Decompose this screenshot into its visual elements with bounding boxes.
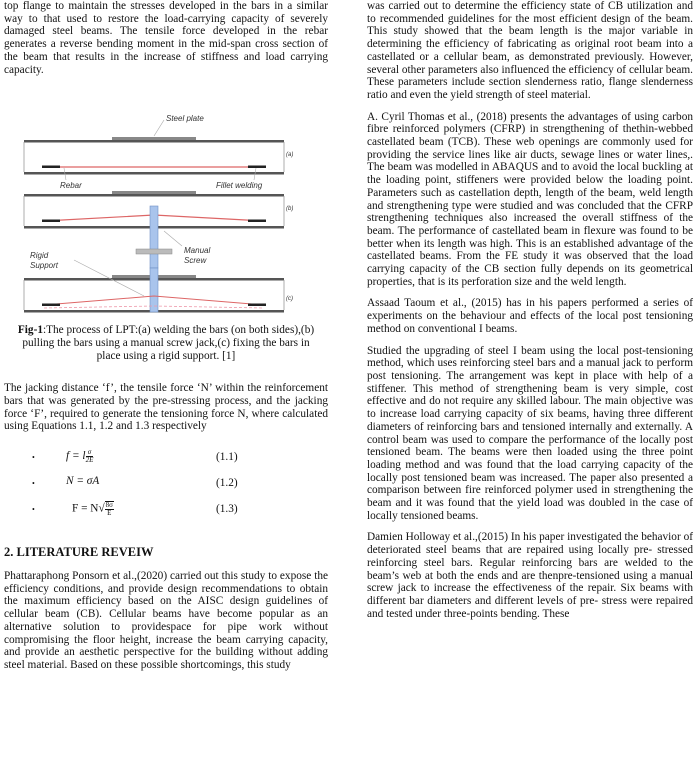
label-manual-screw: Manual Screw [184,246,211,266]
label-rigid-support: Rigid Support [30,251,59,271]
equation-lhs: f = l [66,450,86,463]
fraction-denominator: E [107,509,112,518]
fraction-numerator: σ [86,449,94,457]
fraction-denominator: 2E [85,456,94,465]
beam-c [24,268,284,313]
figure-caption-label: Fig-1 [17,324,43,337]
equations [4,447,328,525]
label-steel-plate: Steel plate [166,114,204,124]
section-heading: 2. LITERATURE REVEIW [4,545,154,560]
right-column [367,0,693,620]
equation-1-2 [4,473,328,499]
right-paragraph-5: Damien Holloway et al.,(2015) In his paper investigated the behavior of deteriorated steel beams that are repaired using locally pre- stressed reinforcing steel bars. Regular reinforcing bars are welded to the beam’s web at both the ends and are thenpre-tensioned using a manual screw jack to increase the effectiveness of the repair. Six beams with different bar diameters and different levels of pre- stress were repaired and tested under three-points bending. These [367,531,693,620]
bullet-icon: • [32,479,35,489]
sqrt-icon: √ [98,502,105,515]
equation-lhs: F = N [72,502,99,515]
equation-fraction [105,501,114,517]
equation-1-3 [4,499,328,525]
fraction-numerator: 8σ [105,501,113,510]
equation-number: (1.1) [216,451,238,464]
equation-number: (1.3) [216,503,238,516]
equation-number: (1.2) [216,477,238,490]
right-paragraph-2: A. Cyril Thomas et al., (2018) presents the advantages of using carbon fibre reinforced polymers (CFRP) in strengthening of thethin-webbed castellated beam (TCB). These web openings are commonly used for providing the service lines like air ducts, sewage lines or water lines,. The beam was modelled in ABAQUS and to avoid the local buckling at the loading point, stiffeners were provided below the loading point. Parameters such as castellation depth, length of the beam, weld length and strengthening type were studied and was concluded that the CFRP strengthening techniques also increased the overall stiffness of the beam. The performance of castellated beam in flexure was found to be better when its length was high. This is an established advantage of the castellated beams. From the FE study it was observed that the load carrying capacity of the CB section fully depends on its geometrical properties, that is its perforation size and the weld length. [367,110,693,288]
left-paragraph-3: Phattaraphong Ponsorn et al.,(2020) carried out this study to expose the efficiency conditions, and provide design recommendations to obtain the maximum efficiency based on the AISC design guidelines of cellular beam (CB). Cellular beams have become popular as an alternative solution to providespace for pipe work without compromising the floor height, increase the beam carrying capacity, and provide an aesthetic perspective for the building without adding steel material. Based on these possible shortcomings, this study [4,570,328,671]
lpt-diagram [4,106,328,351]
label-c: (c) [286,296,293,303]
label-fillet-welding: Fillet welding [216,181,263,191]
bullet-icon: • [32,453,35,463]
label-rebar: Rebar [60,181,82,191]
right-paragraph-1: was carried out to determine the efficiency state of CB utilization and to recommended guidelines for the most efficient design of the beam. This study showed that the beam length is the major variable in determining the efficiency of fabricating as original root beam into a castellated or a cellular beam, as demonstrated previously. However, several other parameters also influenced the efficiency of cellular beam. These parameters include section slenderness ratio, flange slenderness ratio and even the yield strength of steel material. [367,0,693,101]
label-b: (b) [286,206,294,213]
label-a: (a) [286,152,294,159]
figure-caption [10,324,322,363]
equation-lhs: N = σA [66,475,100,488]
figure-1 [4,106,328,366]
right-paragraph-4: Studied the upgrading of steel I beam using the local post-tensioning method, which uses reinforcing steel bars and a manual jack to perform post tensioning. The arrangement was kept in place with help of a stiffener. This method of strengthening beam is very simple, cost effective and do not require any skilled labour. The main objective was to increase load carrying capacity of six beams, having three different diameters of reinforcing bars and tensioned internally and externally. A control beam was used to compare the performance of the locally post tensioned beam. The beams were then loaded using the three point loading method and was found that the load carrying capacity of the locally post tensioned beam was increased. The paper also presented a comparison between fire reinforced polymer used in strengthening the beam and it was found that the yield load was doubled in the case of locally tensioned beams. [367,344,693,522]
equation-1-1 [4,447,328,473]
left-paragraph-1: top flange to maintain the stresses developed in the bars in a similar way to that used to restore the load-carrying capacity of severely damaged steel beams. The tensile force developed in the rebar generates a reverse bending moment in the mid-span cross section of the beam that results in the increase of stiffness and load carrying capacity. [4,0,328,76]
right-paragraph-3: Assaad Taoum et al., (2015) has in his papers performed a series of experiments on the behaviour and effects of the local post tensioning method on conventional I beams. [367,297,693,335]
left-column [4,0,328,672]
equation-fraction [86,449,94,464]
left-paragraph-2: The jacking distance ‘f’, the tensile force ‘N’ within the reinforcement bars that was generated by the pre-stressing process, and the jacking force ‘F’, required to generate the tensioning force N, where calculated using Equations 1.1, 1.2 and 1.3 respectively [4,382,328,433]
beam-a [24,137,284,175]
bullet-icon: • [32,505,35,515]
figure-caption-text: :The process of LPT:(a) welding the bars (on both sides),(b) pulling the bars using a manual screw jack,(c) fixing the bars in place using a rigid support. [1] [22,324,315,363]
